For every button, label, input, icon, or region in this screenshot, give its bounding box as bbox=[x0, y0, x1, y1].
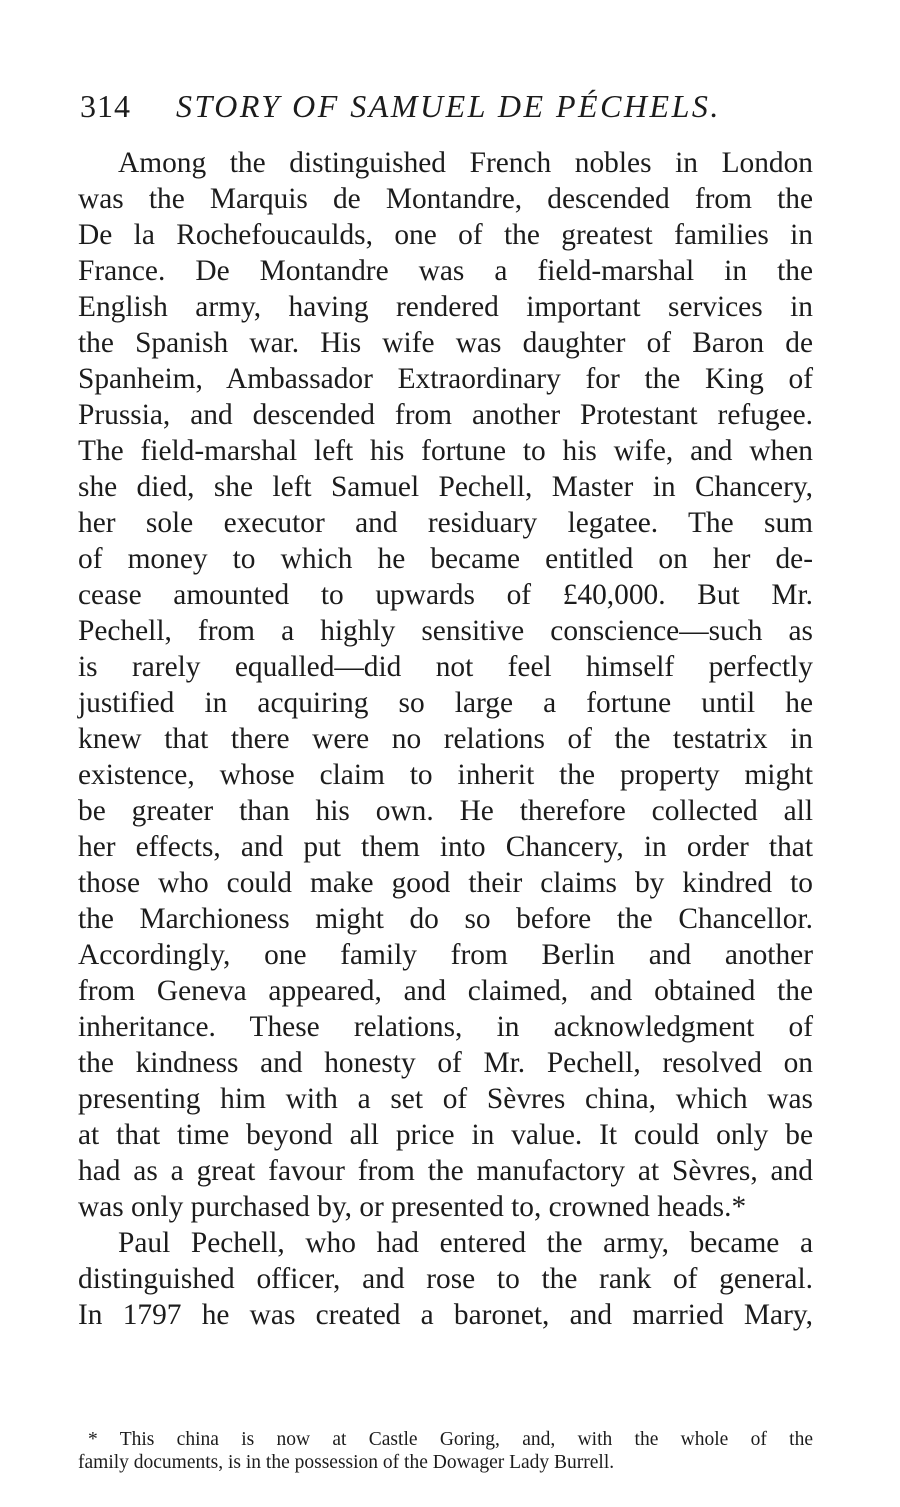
text-line: presenting him with a set of Sèvres china, which was bbox=[78, 1083, 813, 1115]
text-line: is rarely equalled—did not feel himself perfectly bbox=[78, 651, 813, 683]
text-line: Among the distinguished French nobles in London bbox=[118, 147, 813, 179]
text-line: De la Rochefoucaulds, one of the greatest families in bbox=[78, 219, 813, 251]
text-line: at that time beyond all price in value. It could only be bbox=[78, 1119, 813, 1151]
paragraph-paul-pechell bbox=[78, 1225, 813, 1333]
text-line: Prussia, and descended from another Protestant refugee. bbox=[78, 399, 813, 431]
text-line: English army, having rendered important services in bbox=[78, 291, 813, 323]
text-line: France. De Montandre was a field-marshal in the bbox=[78, 255, 813, 287]
text-line: those who could make good their claims by kindred to bbox=[78, 867, 813, 899]
text-line: In 1797 he was created a baronet, and married Mary, bbox=[78, 1299, 813, 1331]
running-title: STORY OF SAMUEL DE PÉCHELS. bbox=[176, 88, 721, 124]
text-line: Accordingly, one family from Berlin and another bbox=[78, 939, 813, 971]
text-line: the Spanish war. His wife was daughter of Baron de bbox=[78, 327, 813, 359]
text-line: had as a great favour from the manufactory at Sèvres, and bbox=[78, 1155, 813, 1187]
text-line: the kindness and honesty of Mr. Pechell, resolved on bbox=[78, 1047, 813, 1079]
page-number: 314 bbox=[80, 88, 131, 124]
page-header bbox=[78, 80, 818, 130]
text-line: distinguished officer, and rose to the rank of general. bbox=[78, 1263, 813, 1295]
text-line: Spanheim, Ambassador Extraordinary for the King of bbox=[78, 363, 813, 395]
text-line: existence, whose claim to inherit the property might bbox=[78, 759, 813, 791]
text-line: Pechell, from a highly sensitive conscience—such as bbox=[78, 615, 813, 647]
footnote bbox=[78, 1428, 813, 1474]
text-line: Paul Pechell, who had entered the army, became a bbox=[118, 1227, 813, 1259]
paragraph-montandre bbox=[78, 145, 813, 1225]
text-line: from Geneva appeared, and claimed, and obtained the bbox=[78, 975, 813, 1007]
text-line: her effects, and put them into Chancery, in order that bbox=[78, 831, 813, 863]
text-line: of money to which he became entitled on her de- bbox=[78, 543, 813, 575]
footnote-line: family documents, is in the possession of the Dowager Lady Burrell. bbox=[78, 1452, 615, 1473]
text-line: was the Marquis de Montandre, descended from the bbox=[78, 183, 813, 215]
text-line: justified in acquiring so large a fortune until he bbox=[78, 687, 813, 719]
footnote-line: * This china is now at Castle Goring, and, with the whole of the bbox=[88, 1429, 813, 1450]
text-line: was only purchased by, or presented to, crowned heads.* bbox=[78, 1191, 747, 1223]
text-line: be greater than his own. He therefore collected all bbox=[78, 795, 813, 827]
text-line: knew that there were no relations of the testatrix in bbox=[78, 723, 813, 755]
text-line: her sole executor and residuary legatee. The sum bbox=[78, 507, 813, 539]
text-line: cease amounted to upwards of £40,000. But Mr. bbox=[78, 579, 813, 611]
body-text bbox=[78, 145, 813, 1333]
text-line: The field-marshal left his fortune to his wife, and when bbox=[78, 435, 813, 467]
text-line: she died, she left Samuel Pechell, Master in Chancery, bbox=[78, 471, 813, 503]
text-line: the Marchioness might do so before the Chancellor. bbox=[78, 903, 813, 935]
text-line: inheritance. These relations, in acknowledgment of bbox=[78, 1011, 813, 1043]
